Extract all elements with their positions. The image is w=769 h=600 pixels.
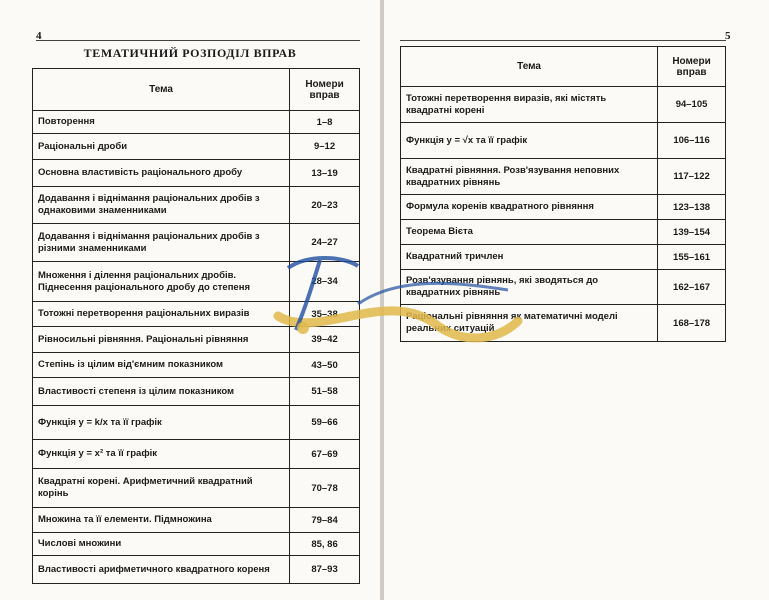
topic-cell: Степінь із цілим від'ємним показником: [33, 353, 290, 378]
column-header-numbers: Номери вправ: [290, 69, 360, 111]
table-row: [401, 195, 726, 220]
topic-cell: Властивості степеня із цілим показником: [33, 378, 290, 406]
page-number: 4: [36, 30, 42, 42]
exercise-numbers-cell: 24–27: [290, 224, 360, 262]
table-row: [33, 469, 360, 508]
column-header-topic: Тема: [401, 47, 658, 87]
exercise-numbers-cell: 139–154: [658, 220, 726, 245]
exercise-numbers-cell: 87–93: [290, 556, 360, 584]
topic-cell: Раціональні дроби: [33, 134, 290, 160]
table-row: [33, 302, 360, 327]
left-page: [0, 0, 381, 600]
table-row: [401, 87, 726, 123]
topics-table: [32, 68, 360, 584]
table-row: [401, 305, 726, 342]
exercise-numbers-cell: 28–34: [290, 262, 360, 302]
table-row: [33, 353, 360, 378]
exercise-numbers-cell: 155–161: [658, 245, 726, 270]
exercise-numbers-cell: 51–58: [290, 378, 360, 406]
topic-cell: Множина та її елементи. Підмножина: [33, 508, 290, 533]
exercise-numbers-cell: 1–8: [290, 111, 360, 134]
table-body: [401, 87, 726, 342]
topic-cell: Додавання і віднімання раціональних дробів з різними знаменниками: [33, 224, 290, 262]
topic-cell: Властивості арифметичного квадратного кореня: [33, 556, 290, 584]
exercise-numbers-cell: 79–84: [290, 508, 360, 533]
topic-cell: Функція y = x² та її графік: [33, 440, 290, 469]
table-row: [33, 187, 360, 224]
exercise-numbers-cell: 67–69: [290, 440, 360, 469]
exercise-numbers-cell: 59–66: [290, 406, 360, 440]
table-row: [33, 262, 360, 302]
table-row: [33, 134, 360, 160]
exercise-numbers-cell: 94–105: [658, 87, 726, 123]
topic-cell: Додавання і віднімання раціональних дробів з однаковими знаменниками: [33, 187, 290, 224]
topic-cell: Квадратні корені. Арифметичний квадратний корінь: [33, 469, 290, 508]
column-header-numbers: Номери вправ: [658, 47, 726, 87]
table-row: [33, 224, 360, 262]
table-row: [401, 159, 726, 195]
topic-cell: Числові множини: [33, 533, 290, 556]
topic-cell: Функція y = k/x та її графік: [33, 406, 290, 440]
table-row: [401, 123, 726, 159]
exercise-numbers-cell: 20–23: [290, 187, 360, 224]
exercise-numbers-cell: 43–50: [290, 353, 360, 378]
topic-cell: Рівносильні рівняння. Раціональні рівняння: [33, 327, 290, 353]
table-row: [33, 327, 360, 353]
header-rule: [36, 40, 360, 41]
table-row: [33, 533, 360, 556]
topic-cell: Тотожні перетворення виразів, які містять квадратні корені: [401, 87, 658, 123]
topic-cell: Розв'язування рівнянь, які зводяться до квадратних рівнянь: [401, 270, 658, 305]
exercise-numbers-cell: 117–122: [658, 159, 726, 195]
exercise-numbers-cell: 13–19: [290, 160, 360, 187]
page-title: ТЕМАТИЧНИЙ РОЗПОДІЛ ВПРАВ: [83, 46, 297, 60]
exercise-numbers-cell: 39–42: [290, 327, 360, 353]
table-row: [401, 245, 726, 270]
exercise-numbers-cell: 106–116: [658, 123, 726, 159]
exercise-numbers-cell: 162–167: [658, 270, 726, 305]
topic-cell: Формула коренів квадратного рівняння: [401, 195, 658, 220]
topic-cell: Квадратний тричлен: [401, 245, 658, 270]
topic-cell: Раціональні рівняння як математичні моделі реальних ситуацій: [401, 305, 658, 342]
exercise-numbers-cell: 85, 86: [290, 533, 360, 556]
topic-cell: Теорема Вієта: [401, 220, 658, 245]
exercise-numbers-cell: 9–12: [290, 134, 360, 160]
header-rule: [400, 40, 726, 41]
table-row: [33, 556, 360, 584]
right-page: [384, 0, 769, 600]
topic-cell: Функція y = √x та її графік: [401, 123, 658, 159]
topic-cell: Квадратні рівняння. Розв'язування неповних квадратних рівнянь: [401, 159, 658, 195]
table-row: [401, 220, 726, 245]
table-row: [33, 160, 360, 187]
topic-cell: Повторення: [33, 111, 290, 134]
table-row: [33, 440, 360, 469]
table-row: [33, 378, 360, 406]
table-row: [33, 508, 360, 533]
column-header-topic: Тема: [33, 69, 290, 111]
topic-cell: Множення і ділення раціональних дробів. Піднесення раціонального дробу до степеня: [33, 262, 290, 302]
exercise-numbers-cell: 123–138: [658, 195, 726, 220]
table-row: [33, 406, 360, 440]
topic-cell: Основна властивість раціонального дробу: [33, 160, 290, 187]
table-row: [401, 270, 726, 305]
exercise-numbers-cell: 168–178: [658, 305, 726, 342]
page-number: 5: [725, 30, 731, 42]
exercise-numbers-cell: 70–78: [290, 469, 360, 508]
table-row: [33, 111, 360, 134]
table-body: [33, 111, 360, 584]
topic-cell: Тотожні перетворення раціональних виразів: [33, 302, 290, 327]
topics-table-continued: [400, 46, 726, 342]
exercise-numbers-cell: 35–38: [290, 302, 360, 327]
